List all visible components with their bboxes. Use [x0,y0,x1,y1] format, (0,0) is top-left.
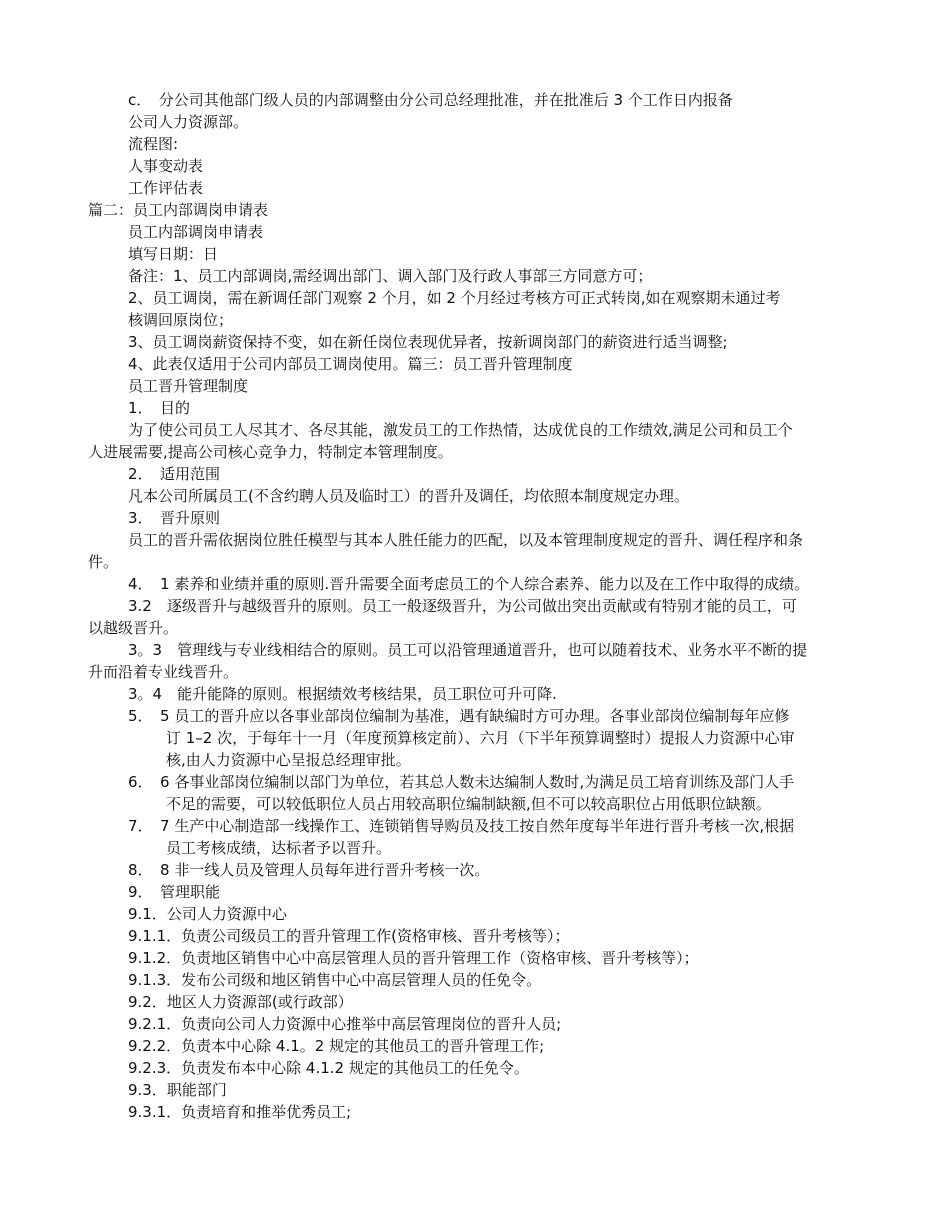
text-line: 订 1–2 次，于每年十一月（年度预算核定前）、六月（下半年预算调整时）提报人力资源中心审 [166,729,795,747]
text-line: 9.2．地区人力资源部(或行政部） [128,993,353,1011]
text-line: 9.2.3．负责发布本中心除 4.1.2 规定的其他员工的任免令。 [128,1059,529,1077]
text-line: 4． 1 素养和业绩并重的原则.晋升需要全面考虑员工的个人综合素养、能力以及在工作中取得的成绩。 [128,575,810,593]
text-line: 9.1．公司人力资源中心 [128,905,287,923]
text-line: 核,由人力资源中心呈报总经理审批。 [166,751,411,769]
text-line: 为了使公司员工人尽其才、各尽其能，激发员工的工作热情，达成优良的工作绩效,满足公司和员工个 [128,421,793,439]
text-line: 3、员工调岗薪资保持不变，如在新任岗位表现优异者，按新调岗部门的薪资进行适当调整; [128,333,728,351]
text-line: 工作评估表 [128,179,204,197]
text-line: 填写日期：日 [128,245,219,263]
text-line: c． 分公司其他部门级人员的内部调整由分公司总经理批准，并在批准后 3 个工作日内报备 [128,91,733,109]
text-line: 人事变动表 [128,157,204,175]
text-line: 员工的晋升需依据岗位胜任模型与其本人胜任能力的匹配，以及本管理制度规定的晋升、调任程序和条 [128,531,804,549]
text-line: 凡本公司所属员工(不含约聘人员及临时工）的晋升及调任，均依照本制度规定办理。 [128,487,689,505]
text-line: 核调回原岗位； [128,311,234,329]
text-line: 9.2.1．负责向公司人力资源中心推举中高层管理岗位的晋升人员; [128,1015,562,1033]
text-line: 9.1.3．发布公司级和地区销售中心中高层管理人员的任免令。 [128,971,542,989]
text-line: 3。4 能升能降的原则。根据绩效考核结果，员工职位可升可降. [128,685,557,703]
text-line: 9． 管理职能 [128,883,221,901]
text-line: 3． 晋升原则 [128,509,221,527]
text-line: 9.1.1．负责公司级员工的晋升管理工作(资格审核、晋升考核等）； [128,927,570,945]
text-line: 9.3.1．负责培育和推举优秀员工; [128,1103,352,1121]
text-line: 公司人力资源部。 [128,113,249,131]
text-line: 1． 目的 [128,399,191,417]
text-line: 升而沿着专业线晋升。 [88,663,239,681]
text-line: 以越级晋升。 [88,619,179,637]
text-line: 人进展需要,提高公司核心竞争力，特制定本管理制度。 [88,443,453,461]
text-line: 9.2.2．负责本中心除 4.1。2 规定的其他员工的晋升管理工作; [128,1037,545,1055]
text-line: 3.2 逐级晋升与越级晋升的原则。员工一般逐级晋升，为公司做出突出贡献或有特别才能的员工，可 [128,597,797,615]
text-line: 备注：1、员工内部调岗,需经调出部门、调入部门及行政人事部三方同意方可； [128,267,653,285]
text-line: 3。3 管理线与专业线相结合的原则。员工可以沿管理通道晋升，也可以随着技术、业务水平不断的提 [128,641,808,659]
text-line: 不足的需要，可以较低职位人员占用较高职位编制缺额,但不可以较高职位占用低职位缺额。 [166,795,771,813]
text-line: 件。 [88,553,119,571]
text-line: 8． 8 非一线人员及管理人员每年进行晋升考核一次。 [128,861,490,879]
text-line: 9.3．职能部门 [128,1081,227,1099]
text-line: 流程图: [128,135,179,153]
text-line: 9.1.2．负责地区销售中心中高层管理人员的晋升管理工作（资格审核、晋升考核等）； [128,949,699,967]
section-heading: 员工晋升管理制度 [128,377,249,395]
section-heading: 篇二：员工内部调岗申请表 [88,201,269,219]
text-line: 4、此表仅适用于公司内部员工调岗使用。篇三：员工晋升管理制度 [128,355,573,373]
text-line: 员工内部调岗申请表 [128,223,264,241]
text-line: 5． 5 员工的晋升应以各事业部岗位编制为基准，遇有缺编时方可办理。各事业部岗位编制每年应修 [128,707,790,725]
text-line: 7． 7 生产中心制造部一线操作工、连锁销售导购员及技工按自然年度每半年进行晋升考核一次,根据 [128,817,795,835]
text-line: 2． 适用范围 [128,465,221,483]
text-line: 员工考核成绩，达标者予以晋升。 [166,839,392,857]
text-line: 6． 6 各事业部岗位编制以部门为单位，若其总人数未达编制人数时,为满足员工培育训练及部门人手 [128,773,795,791]
text-line: 2、员工调岗，需在新调任部门观察 2 个月，如 2 个月经过考核方可正式转岗,如在观察期未通过考 [128,289,781,307]
